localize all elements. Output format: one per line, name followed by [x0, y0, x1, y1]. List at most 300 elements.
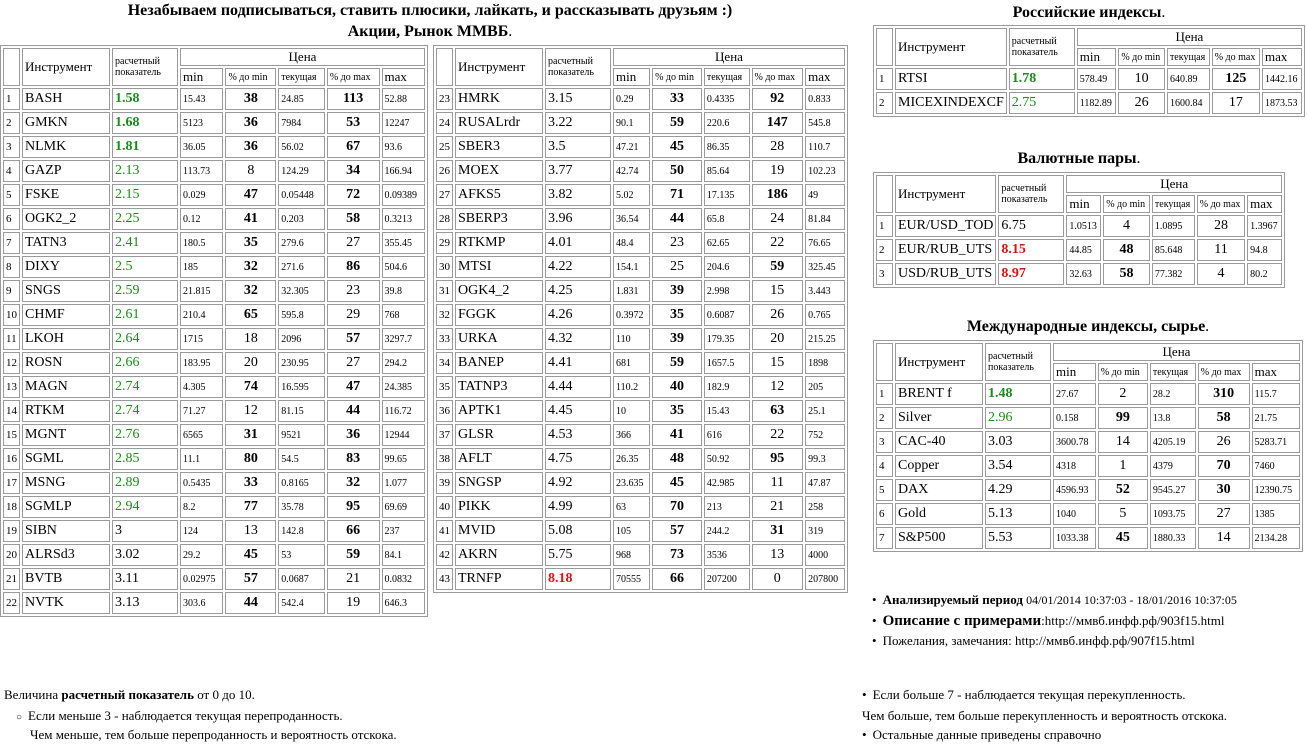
instrument-name: GAZP	[22, 160, 110, 182]
calc-value: 5.53	[985, 527, 1051, 549]
instrument-name: MVID	[455, 520, 543, 542]
current-value: 62.65	[704, 232, 750, 254]
pct-max-header: % до max	[1197, 195, 1245, 213]
current-header: текущая	[1167, 48, 1210, 66]
max-value: 0.765	[805, 304, 845, 326]
calc-value: 2.61	[112, 304, 178, 326]
instrument-name: GLSR	[455, 424, 543, 446]
instrument-name: GMKN	[22, 112, 110, 134]
table-row	[436, 544, 845, 566]
instrument-name: RTKM	[22, 400, 110, 422]
max-header: max	[805, 68, 845, 86]
table-row	[436, 112, 845, 134]
current-value: 42.985	[704, 472, 750, 494]
calc-value: 1.48	[985, 383, 1051, 405]
pct-max-value: 26	[1198, 431, 1250, 453]
row-index: 12	[3, 352, 20, 374]
min-value: 4318	[1053, 455, 1096, 477]
instrument-header: Инструмент	[22, 48, 110, 86]
calc-value: 1.68	[112, 112, 178, 134]
current-value: 4379	[1150, 455, 1196, 477]
min-value: 36.54	[613, 208, 650, 230]
instrument-name: FSKE	[22, 184, 110, 206]
current-value: 9545.27	[1150, 479, 1196, 501]
pct-max-value: 72	[327, 184, 380, 206]
row-index: 4	[876, 455, 893, 477]
table-row	[3, 544, 425, 566]
table-row	[876, 479, 1300, 501]
pct-max-value: 32	[327, 472, 380, 494]
pct-max-value: 86	[327, 256, 380, 278]
current-value: 244.2	[704, 520, 750, 542]
current-value: 77.382	[1152, 263, 1195, 285]
calc-header: расчетный показатель	[1009, 28, 1075, 66]
calc-value: 5.08	[545, 520, 611, 542]
min-header: min	[180, 68, 223, 86]
current-value: 220.6	[704, 112, 750, 134]
pct-max-value: 19	[327, 592, 380, 614]
pct-max-header: % до max	[752, 68, 804, 86]
min-value: 1033.38	[1053, 527, 1096, 549]
min-header: min	[613, 68, 650, 86]
pct-min-value: 57	[225, 568, 276, 590]
min-value: 4596.93	[1053, 479, 1096, 501]
min-value: 105	[613, 520, 650, 542]
stocks-table-right	[433, 45, 848, 593]
current-value: 640.89	[1167, 68, 1210, 90]
pct-min-value: 45	[1098, 527, 1148, 549]
calc-value: 2.25	[112, 208, 178, 230]
instrument-header: Инструмент	[455, 48, 543, 86]
pct-min-value: 39	[652, 328, 702, 350]
table-row	[876, 431, 1300, 453]
max-value: 237	[382, 520, 426, 542]
current-value: 179.35	[704, 328, 750, 350]
current-value: 595.8	[278, 304, 325, 326]
table-row	[3, 136, 425, 158]
current-value: 0.8165	[278, 472, 325, 494]
row-index: 25	[436, 136, 453, 158]
calc-value: 3.02	[112, 544, 178, 566]
max-value: 0.833	[805, 88, 845, 110]
row-index: 6	[876, 503, 893, 525]
current-value: 542.4	[278, 592, 325, 614]
max-value: 319	[805, 520, 845, 542]
min-value: 0.02975	[180, 568, 223, 590]
current-value: 2096	[278, 328, 325, 350]
table-row	[436, 424, 845, 446]
price-header: Цена	[180, 48, 425, 66]
pct-min-value: 38	[225, 88, 276, 110]
max-value: 5283.71	[1252, 431, 1300, 453]
instrument-name: OGK4_2	[455, 280, 543, 302]
pct-min-value: 14	[1098, 431, 1148, 453]
pct-max-value: 27	[1198, 503, 1250, 525]
max-value: 99.65	[382, 448, 426, 470]
row-index: 41	[436, 520, 453, 542]
calc-value: 4.44	[545, 376, 611, 398]
instrument-name: BASH	[22, 88, 110, 110]
pct-max-value: 63	[752, 400, 804, 422]
examples-info: • Описание с примерами:http://ммвб.инфф.рф/903f15.html	[872, 613, 1225, 630]
table-row	[436, 304, 845, 326]
pct-min-value: 48	[1103, 239, 1150, 261]
pct-min-value: 18	[225, 328, 276, 350]
pct-min-value: 57	[652, 520, 702, 542]
header-row	[436, 48, 845, 66]
max-header: max	[1247, 195, 1282, 213]
table-row	[3, 376, 425, 398]
current-value: 54.5	[278, 448, 325, 470]
pct-min-value: 25	[652, 256, 702, 278]
table-row	[3, 352, 425, 374]
pct-max-value: 47	[327, 376, 380, 398]
max-value: 94.8	[1247, 239, 1282, 261]
current-value: 4205.19	[1150, 431, 1196, 453]
pct-min-value: 50	[652, 160, 702, 182]
min-value: 21.815	[180, 280, 223, 302]
instrument-name: PIKK	[455, 496, 543, 518]
pct-max-value: 36	[327, 424, 380, 446]
pct-max-value: 29	[327, 304, 380, 326]
pct-max-value: 27	[327, 352, 380, 374]
table-row	[876, 68, 1302, 90]
instrument-name: ALRSd3	[22, 544, 110, 566]
min-value: 44.85	[1066, 239, 1101, 261]
min-value: 180.5	[180, 232, 223, 254]
pct-min-value: 48	[652, 448, 702, 470]
instrument-name: APTK1	[455, 400, 543, 422]
table-row	[3, 184, 425, 206]
row-index: 23	[436, 88, 453, 110]
instrument-name: TATNP3	[455, 376, 543, 398]
max-value: 12944	[382, 424, 426, 446]
instrument-name: SGMLP	[22, 496, 110, 518]
calc-value: 4.26	[545, 304, 611, 326]
max-value: 25.1	[805, 400, 845, 422]
table-row	[436, 496, 845, 518]
current-value: 616	[704, 424, 750, 446]
table-row	[436, 88, 845, 110]
calc-value: 8.18	[545, 568, 611, 590]
calc-value: 3.54	[985, 455, 1051, 477]
calc-value: 8.97	[998, 263, 1064, 285]
row-index: 15	[3, 424, 20, 446]
pct-min-value: 33	[225, 472, 276, 494]
table-row	[3, 472, 425, 494]
calc-header: расчетный показатель	[985, 343, 1051, 381]
max-value: 205	[805, 376, 845, 398]
current-value: 28.2	[1150, 383, 1196, 405]
pct-min-value: 31	[225, 424, 276, 446]
current-value: 0.0687	[278, 568, 325, 590]
calc-value: 8.15	[998, 239, 1064, 261]
row-index: 2	[876, 407, 893, 429]
calc-value: 4.29	[985, 479, 1051, 501]
price-header: Цена	[1053, 343, 1300, 361]
table-row	[436, 520, 845, 542]
row-index: 19	[3, 520, 20, 542]
calc-value: 2.41	[112, 232, 178, 254]
current-value: 3536	[704, 544, 750, 566]
row-index: 3	[876, 431, 893, 453]
max-value: 7460	[1252, 455, 1300, 477]
pct-min-value: 66	[652, 568, 702, 590]
min-value: 0.5435	[180, 472, 223, 494]
calc-value: 2.96	[985, 407, 1051, 429]
pct-min-value: 32	[225, 280, 276, 302]
instrument-name: AFLT	[455, 448, 543, 470]
pct-min-value: 12	[225, 400, 276, 422]
row-index: 21	[3, 568, 20, 590]
pct-min-value: 23	[652, 232, 702, 254]
note-overbought-detail: Чем больше, тем больше перекупленность и вероятность отскока.	[862, 708, 1227, 723]
calc-value: 4.25	[545, 280, 611, 302]
index-header	[876, 175, 893, 213]
instrument-name: DAX	[895, 479, 983, 501]
table-row	[436, 568, 845, 590]
max-value: 12390.75	[1252, 479, 1300, 501]
instrument-name: USD/RUB_UTS	[895, 263, 996, 285]
instrument-name: SNGSP	[455, 472, 543, 494]
instrument-name: RUSALrdr	[455, 112, 543, 134]
instrument-name: BRENT f	[895, 383, 983, 405]
current-value: 0.4335	[704, 88, 750, 110]
max-header: max	[1252, 363, 1300, 381]
calc-value: 4.99	[545, 496, 611, 518]
min-value: 15.43	[180, 88, 223, 110]
current-value: 50.92	[704, 448, 750, 470]
instrument-name: OGK2_2	[22, 208, 110, 230]
min-header: min	[1066, 195, 1101, 213]
table-row	[436, 328, 845, 350]
table-row	[436, 400, 845, 422]
min-value: 0.029	[180, 184, 223, 206]
max-value: 258	[805, 496, 845, 518]
current-value: 204.6	[704, 256, 750, 278]
pct-max-value: 22	[752, 424, 804, 446]
price-header: Цена	[1077, 28, 1302, 46]
table-row	[3, 448, 425, 470]
current-value: 24.85	[278, 88, 325, 110]
calc-value: 3.15	[545, 88, 611, 110]
pct-min-value: 41	[225, 208, 276, 230]
max-value: 81.84	[805, 208, 845, 230]
pct-min-value: 35	[652, 304, 702, 326]
pct-max-value: 95	[327, 496, 380, 518]
max-value: 1385	[1252, 503, 1300, 525]
table-row	[436, 160, 845, 182]
pct-min-value: 77	[225, 496, 276, 518]
calc-header: расчетный показатель	[112, 48, 178, 86]
index-header	[876, 343, 893, 381]
ru-indices-title: Российские индексы.	[1012, 4, 1166, 21]
table-row	[436, 352, 845, 374]
pct-min-value: 59	[652, 352, 702, 374]
index-header	[876, 28, 893, 66]
instrument-name: SGML	[22, 448, 110, 470]
note-overbought: • Если больше 7 - наблюдается текущая перекупленность.	[862, 687, 1186, 703]
pct-max-value: 17	[1212, 92, 1260, 114]
pct-min-value: 39	[652, 280, 702, 302]
instrument-name: EUR/RUB_UTS	[895, 239, 996, 261]
pct-max-value: 59	[752, 256, 804, 278]
calc-header: расчетный показатель	[998, 175, 1064, 213]
max-value: 166.94	[382, 160, 426, 182]
calc-value: 3	[112, 520, 178, 542]
pct-min-value: 80	[225, 448, 276, 470]
instrument-name: TATN3	[22, 232, 110, 254]
current-value: 1.0895	[1152, 215, 1195, 237]
calc-value: 2.76	[112, 424, 178, 446]
pct-max-value: 66	[327, 520, 380, 542]
instrument-name: HMRK	[455, 88, 543, 110]
pct-min-value: 73	[652, 544, 702, 566]
pct-min-value: 26	[1118, 92, 1165, 114]
pct-max-value: 70	[1198, 455, 1250, 477]
max-value: 84.1	[382, 544, 426, 566]
table-row	[436, 280, 845, 302]
table-row	[436, 136, 845, 158]
table-row	[3, 88, 425, 110]
instrument-name: SNGS	[22, 280, 110, 302]
calc-value: 4.92	[545, 472, 611, 494]
max-value: 93.6	[382, 136, 426, 158]
table-row	[3, 112, 425, 134]
calc-value: 4.75	[545, 448, 611, 470]
pct-max-value: 31	[752, 520, 804, 542]
instrument-name: AFKS5	[455, 184, 543, 206]
pct-min-value: 47	[225, 184, 276, 206]
table-row	[876, 383, 1300, 405]
pct-min-value: 2	[1098, 383, 1148, 405]
max-value: 116.72	[382, 400, 426, 422]
pct-max-value: 23	[327, 280, 380, 302]
row-index: 37	[436, 424, 453, 446]
pct-max-value: 95	[752, 448, 804, 470]
pct-min-value: 36	[225, 112, 276, 134]
instrument-name: Copper	[895, 455, 983, 477]
instrument-name: CAC-40	[895, 431, 983, 453]
instrument-name: DIXY	[22, 256, 110, 278]
pct-min-header: % до min	[1118, 48, 1165, 66]
min-value: 0.158	[1053, 407, 1096, 429]
max-value: 768	[382, 304, 426, 326]
max-value: 1442.16	[1262, 68, 1302, 90]
row-index: 6	[3, 208, 20, 230]
pct-min-header: % до min	[1103, 195, 1150, 213]
index-header	[3, 48, 20, 86]
pct-min-value: 35	[225, 232, 276, 254]
min-value: 183.95	[180, 352, 223, 374]
row-index: 39	[436, 472, 453, 494]
calc-value: 6.75	[998, 215, 1064, 237]
instrument-name: TRNFP	[455, 568, 543, 590]
min-value: 32.63	[1066, 263, 1101, 285]
pct-max-value: 83	[327, 448, 380, 470]
pct-min-value: 33	[652, 88, 702, 110]
table-row	[3, 496, 425, 518]
pct-min-header: % до min	[225, 68, 276, 86]
fx-title: Валютные пары.	[1017, 150, 1141, 167]
note-reference: • Остальные данные приведены справочно	[862, 727, 1101, 743]
row-index: 27	[436, 184, 453, 206]
max-value: 52.88	[382, 88, 426, 110]
max-value: 0.09389	[382, 184, 426, 206]
table-row	[876, 503, 1300, 525]
current-value: 1880.33	[1150, 527, 1196, 549]
table-row	[436, 448, 845, 470]
examples-link[interactable]: :http://ммвб.инфф.рф/903f15.html	[1041, 613, 1225, 628]
instrument-name: FGGK	[455, 304, 543, 326]
row-index: 34	[436, 352, 453, 374]
current-value: 65.8	[704, 208, 750, 230]
min-value: 1040	[1053, 503, 1096, 525]
instrument-name: MAGN	[22, 376, 110, 398]
min-value: 5.02	[613, 184, 650, 206]
calc-value: 2.64	[112, 328, 178, 350]
max-value: 21.75	[1252, 407, 1300, 429]
pct-max-value: 11	[752, 472, 804, 494]
min-value: 27.67	[1053, 383, 1096, 405]
min-value: 154.1	[613, 256, 650, 278]
pct-min-value: 59	[652, 112, 702, 134]
min-value: 124	[180, 520, 223, 542]
intl-title: Международные индексы, сырье.	[966, 318, 1210, 335]
max-value: 294.2	[382, 352, 426, 374]
current-value: 230.95	[278, 352, 325, 374]
table-row	[436, 376, 845, 398]
intl-table	[873, 340, 1303, 552]
instrument-name: RTSI	[895, 68, 1007, 90]
current-value: 0.203	[278, 208, 325, 230]
row-index: 33	[436, 328, 453, 350]
row-index: 9	[3, 280, 20, 302]
min-header: min	[1077, 48, 1117, 66]
instrument-name: NLMK	[22, 136, 110, 158]
row-index: 17	[3, 472, 20, 494]
max-value: 24.385	[382, 376, 426, 398]
note-range: Величина расчетный показатель от 0 до 10.	[4, 687, 255, 702]
pct-min-value: 13	[225, 520, 276, 542]
current-value: 2.998	[704, 280, 750, 302]
current-value: 7984	[278, 112, 325, 134]
table-row	[436, 184, 845, 206]
min-value: 681	[613, 352, 650, 374]
current-value: 15.43	[704, 400, 750, 422]
row-index: 32	[436, 304, 453, 326]
row-index: 5	[876, 479, 893, 501]
min-value: 303.6	[180, 592, 223, 614]
calc-value: 4.45	[545, 400, 611, 422]
max-value: 646.3	[382, 592, 426, 614]
calc-value: 3.22	[545, 112, 611, 134]
min-value: 48.4	[613, 232, 650, 254]
pct-max-value: 21	[327, 568, 380, 590]
current-value: 81.15	[278, 400, 325, 422]
pct-min-value: 8	[225, 160, 276, 182]
current-value: 182.9	[704, 376, 750, 398]
table-row	[3, 592, 425, 614]
max-value: 102.23	[805, 160, 845, 182]
pct-max-value: 67	[327, 136, 380, 158]
pct-max-value: 27	[327, 232, 380, 254]
current-header: текущая	[1150, 363, 1196, 381]
pct-max-value: 15	[752, 352, 804, 374]
max-value: 3297.7	[382, 328, 426, 350]
table-row	[3, 400, 425, 422]
instrument-name: SBERP3	[455, 208, 543, 230]
